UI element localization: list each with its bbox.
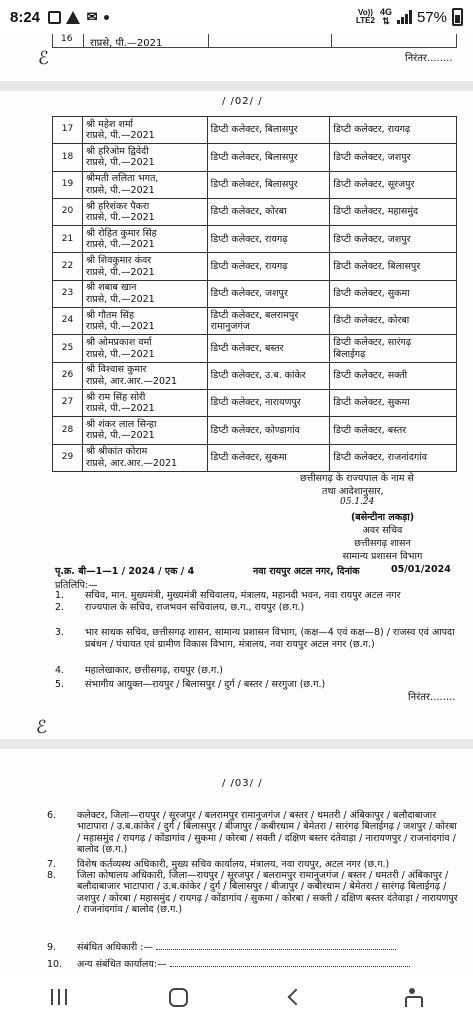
officer-name: श्री हरिओम द्विवेदी राप्रसे, पी.—2021 <box>82 144 207 171</box>
place-line: नवा रायपुर अटल नगर, दिनांक <box>253 566 360 577</box>
current-posting: डिप्टी कलेक्टर, बलरामपुर रामानुजगंज <box>207 308 330 335</box>
page-separator <box>0 81 473 91</box>
current-posting: डिप्टी कलेक्टर, बस्तर <box>207 335 330 362</box>
issue-date: 05/01/2024 <box>391 564 451 575</box>
current-posting: डिप्टी कलेक्टर, उ.ब. कांकेर <box>207 362 330 389</box>
battery-percent: 57% <box>416 8 447 26</box>
row-number: 22 <box>53 253 83 280</box>
government: छत्तीसगढ़ शासन <box>354 538 411 549</box>
row-number: 16 <box>61 34 73 44</box>
reference-number: पृ.क्र. बी—1—1 / 2024 / एक / 4 <box>55 566 195 577</box>
signature-block <box>300 472 465 563</box>
designation: अवर सचिव <box>362 525 403 536</box>
battery-icon <box>452 8 463 26</box>
continued-label: निरंतर........ <box>405 53 453 64</box>
copies-label: प्रतिलिपि:— <box>55 580 98 591</box>
new-posting: डिप्टी कलेक्टर, सुकमा <box>330 389 457 416</box>
table-row <box>53 198 457 225</box>
new-posting: डिप्टी कलेक्टर, सुकमा <box>330 280 457 307</box>
status-bar <box>0 0 473 34</box>
new-posting: डिप्टी कलेक्टर, बिलासपुर <box>330 253 457 280</box>
table-row <box>53 144 457 171</box>
row-number: 27 <box>53 389 83 416</box>
new-posting: डिप्टी कलेक्टर, राजनांदगांव <box>330 444 457 471</box>
officer-name: श्री महेश शर्मा राप्रसे, पी.—2021 <box>82 117 207 144</box>
initials-signature: ℰ <box>36 717 47 738</box>
transfer-table <box>52 116 457 472</box>
current-posting: डिप्टी कलेक्टर, रायगढ़ <box>207 226 330 253</box>
table-row <box>53 389 457 416</box>
new-posting: डिप्टी कलेक्टर, बस्तर <box>330 417 457 444</box>
officer-name: श्री राम सिंह सोरी राप्रसे, पी.—2021 <box>82 389 207 416</box>
current-posting: डिप्टी कलेक्टर, सुकमा <box>207 444 330 471</box>
recent-apps-button[interactable] <box>51 989 67 1005</box>
table-row <box>53 335 457 362</box>
gallery-icon <box>48 11 61 24</box>
table-row <box>53 417 457 444</box>
row-number: 28 <box>53 417 83 444</box>
notification-dot-icon <box>104 15 109 20</box>
current-posting: डिप्टी कलेक्टर, बिलासपुर <box>207 117 330 144</box>
officer-service: राप्रसे, पी.—2021 <box>90 38 163 49</box>
clock: 8:24 <box>10 8 41 26</box>
row-number: 24 <box>53 308 83 335</box>
page-separator <box>0 739 473 749</box>
continued-label: निरंतर........ <box>408 692 456 703</box>
row-number: 29 <box>53 444 83 471</box>
alert-icon <box>66 10 80 24</box>
current-posting: डिप्टी कलेक्टर, बिलासपुर <box>207 171 330 198</box>
signature-date: 05.1.24 <box>340 497 375 507</box>
table-row <box>53 253 457 280</box>
row-number: 18 <box>53 144 83 171</box>
officer-name: श्री शंकर लाल सिन्हा राप्रसे, पी.—2021 <box>82 417 207 444</box>
row-number: 20 <box>53 198 83 225</box>
table-row <box>53 308 457 335</box>
back-button[interactable] <box>288 989 305 1006</box>
officer-name: श्री शबाब खान राप्रसे, पी.—2021 <box>82 280 207 307</box>
new-posting: डिप्टी कलेक्टर, सक्ती <box>330 362 457 389</box>
row-number: 21 <box>53 226 83 253</box>
page-number: / /02/ / <box>222 96 263 107</box>
current-posting: डिप्टी कलेक्टर, कोरबा <box>207 198 330 225</box>
table-row <box>52 34 457 48</box>
row-number: 19 <box>53 171 83 198</box>
new-posting: डिप्टी कलेक्टर, कोरबा <box>330 308 457 335</box>
table-row <box>53 226 457 253</box>
signatory-name: (बसेन्टीना लकड़ा) <box>350 512 415 523</box>
current-posting: डिप्टी कलेक्टर, रायगढ़ <box>207 253 330 280</box>
officer-name: श्री हरिशंकर पैकरा राप्रसे, पी.—2021 <box>82 198 207 225</box>
table-row <box>53 171 457 198</box>
network-type-icon: 4G ⇅ <box>379 7 392 26</box>
home-button[interactable] <box>169 988 188 1007</box>
accessibility-button[interactable] <box>404 988 422 1006</box>
row-number: 26 <box>53 362 83 389</box>
officer-name: श्री रोहित कुमार सिंह राप्रसे, पी.—2021 <box>82 226 207 253</box>
officer-name: श्री गौतम सिंह राप्रसे, पी.—2021 <box>82 308 207 335</box>
new-posting: डिप्टी कलेक्टर, महासमुंद <box>330 198 457 225</box>
row-number: 25 <box>53 335 83 362</box>
row-number: 17 <box>53 117 83 144</box>
new-posting: डिप्टी कलेक्टर, जशपुर <box>330 144 457 171</box>
current-posting: डिप्टी कलेक्टर, कोण्डागांव <box>207 417 330 444</box>
table-row <box>53 444 457 471</box>
department: सामान्य प्रशासन विभाग <box>342 551 423 562</box>
officer-name: श्री विश्वास कुमार राप्रसे, आर.आर.—2021 <box>82 362 207 389</box>
officer-name: श्रीमती ललिता भगत, राप्रसे, पी.—2021 <box>82 171 207 198</box>
new-posting: डिप्टी कलेक्टर, रायगढ़ <box>330 117 457 144</box>
new-posting: डिप्टी कलेक्टर, सारंगढ़ बिलाईगढ़ <box>330 335 457 362</box>
document-viewer[interactable]: 16 राप्रसे, पी.—2021 निरंतर........ ℰ / /02/ / 17 श्री महेश शर्मा राप्रसे, पी.—2021 डिप्टी कलेक्टर, बिलासपुर डिप्टी कलेक्टर, रायगढ़ 18 श्री हरिओम द्विवेदी राप्रसे, पी.—2021 डिप्टी कलेक्टर, बिलासपुर डिप्टी कलेक्टर, जशपुर 19 श्रीमती ललिता भगत, राप्रसे, पी.—2021 डिप्टी कलेक्टर, बिलासपुर डिप्टी कलेक्टर, सूरजपुर 20 श्री हरिशंकर पैकरा राप्रसे, पी.—2021 डिप्टी कलेक्टर, कोरबा डिप्टी कलेक्टर, महासमुंद 21 श्री रोहित कुमार सिंह राप्रसे, पी.—2021 डिप्टी कलेक्टर, रायगढ़ डिप्टी कलेक्टर, जशपुर 22 श्री शिवकुमार कंवर राप्रसे, पी.—2021 डिप्टी कलेक्टर, रायगढ़ डिप्टी कलेक्टर, बिलासपुर 23 श्री शबाब खान राप्रसे, पी.—2021 डिप्टी कलेक्टर, जशपुर डिप्टी कलेक्टर, सुकमा 24 श्री गौतम सिंह राप्रसे, पी.—2021 डिप्टी कलेक्टर, बलरामपुर रामानुजगंज डिप्टी कलेक्टर, कोरबा 25 श्री ओमप्रकाश वर्मा राप्रसे, पी.—2021 डिप्टी कलेक्टर, बस्तर डिप्टी कलेक्टर, सारंगढ़ बिलाईगढ़ 26 श्री विश्वास कुमार राप्रसे, आर.आर.—2021 डिप्टी कलेक्टर, उ.ब. कांकेर डिप्टी कलेक्टर, सक्ती 27 श्री राम सिंह सोरी राप्रसे, पी.—2021 डिप्टी कलेक्टर, नारायणपुर डिप्टी कलेक्टर, सुकमा 28 श्री शंकर लाल सिन्हा राप्रसे, पी.—2021 डिप्टी कलेक्टर, कोण्डागांव डिप्टी कलेक्टर, बस्तर 29 श्री श्रीकांत कोराम राप्रसे, आर.आर.—2021 डिप्टी कलेक्टर, सुकमा डिप्टी कलेक्टर, राजनांदगांव छत्तीसगढ़ के राज्यपाल के नाम से तथा आदेशानुसार, (बसेन्टीना लकड़ा) अवर सचिव छत्तीसगढ़ शासन सामान्य प्रशासन विभाग 05.1.24 पृ.क्र. बी—1—1 / 2024 / एक / 4 नवा रायपुर अटल नगर, दिनांक 05/01/2024 प्रतिलिपि:— 1. सचिव, मान. मुख्यमंत्री, मुख्यमंत्री सचिवालय, मंत्रालय, महानदी भवन, नवा रायपुर अटल नगर 2. राज्यपाल के सचिव, राजभवन सचिवालय, छ.ग., रायपुर (छ.ग.) 3. भार साधक सचिव, छत्तीसगढ़ शासन, सामान्य प्रशासन विभाग, (कक्ष—4 एवं कक्ष—8) / राजस्व एवं आपदा प्रबंधन / पंचायत एवं ग्रामीण विकास विभाग, मंत्रालय, नवा रायपुर अटल नगर (छ.ग.) 4. महालेखाकार, छत्तीसगढ़, रायपुर (छ.ग.) 5. संभागीय आयुक्त—रायपुर / बिलासपुर / दुर्ग / बस्तर / सरगुजा (छ.ग.) निरंतर........ ℰ / /03/ / 6. कलेक्टर, जिला—रायपुर / सूरजपुर / बलरामपुर रामानुजगंज / बस्तर / धमतरी / अंबिकापुर / बलौदाबाजार भाटापारा / उ.ब.कांकेर / दुर्ग / बिलासपुर / बीजापुर / कबीरधाम / बेमेतरा / सारंगढ़ बिलाईगढ़ / जशपुर / कोरबा / महासमुंद / रायगढ़ / कोंडागांव / सुकमा / कोरबा / सक्ती / दक्षिण बस्तर दंतेवाड़ा / नारायणपुर / राजनांदगांव / बालोद (छ.ग.) 7. विशेष कर्तव्यस्थ अधिकारी, मुख्य सचिव कार्यालय, मंत्रालय, नवा रायपुर, अटल नगर (छ.ग.) 8. जिला कोषालय अधिकारी, जिला—रायपुर / सूरजपुर / बलरामपुर रामानुजगंज / बस्तर / धमतरी / अंबिकापुर / बलौदाबाजार भाटापारा / उ.ब.कांकेर / दुर्ग / बिलासपुर / बीजापुर / कबीरधाम / बेमेतरा / सारंगढ़ बिलाईगढ़ / जशपुर / कोरबा / महासमुंद / रायगढ़ / कोंडागांव / सुकमा / कोरबा / सक्ती / दक्षिण बस्तर दंतेवाड़ा / नारायणपुर / राजनांदगांव / बालोद (छ.ग.) 9. संबंधित अधिकारी :— 10. अन्य संबंधित कार्यालय:— <box>0 34 473 984</box>
new-posting: डिप्टी कलेक्टर, जशपुर <box>330 226 457 253</box>
signal-icon <box>397 10 412 24</box>
row-number: 23 <box>53 280 83 307</box>
table-row <box>53 280 457 307</box>
volte-indicator: Vo)) LTE2 <box>355 8 375 25</box>
current-posting: डिप्टी कलेक्टर, जशपुर <box>207 280 330 307</box>
initials-signature: ℰ <box>38 48 49 69</box>
table-row <box>53 117 457 144</box>
order-line: तथा आदेशानुसार, <box>322 486 384 497</box>
table-row <box>53 362 457 389</box>
current-posting: डिप्टी कलेक्टर, नारायणपुर <box>207 389 330 416</box>
officer-name: श्री शिवकुमार कंवर राप्रसे, पी.—2021 <box>82 253 207 280</box>
navigation-bar <box>0 970 473 1024</box>
current-posting: डिप्टी कलेक्टर, बिलासपुर <box>207 144 330 171</box>
page-number: / /03/ / <box>222 778 263 789</box>
officer-name: श्री श्रीकांत कोराम राप्रसे, आर.आर.—2021 <box>82 444 207 471</box>
email-icon: ✉ <box>86 9 98 24</box>
governor-line: छत्तीसगढ़ के राज्यपाल के नाम से <box>300 473 414 484</box>
officer-name: श्री ओमप्रकाश वर्मा राप्रसे, पी.—2021 <box>82 335 207 362</box>
new-posting: डिप्टी कलेक्टर, सूरजपुर <box>330 171 457 198</box>
